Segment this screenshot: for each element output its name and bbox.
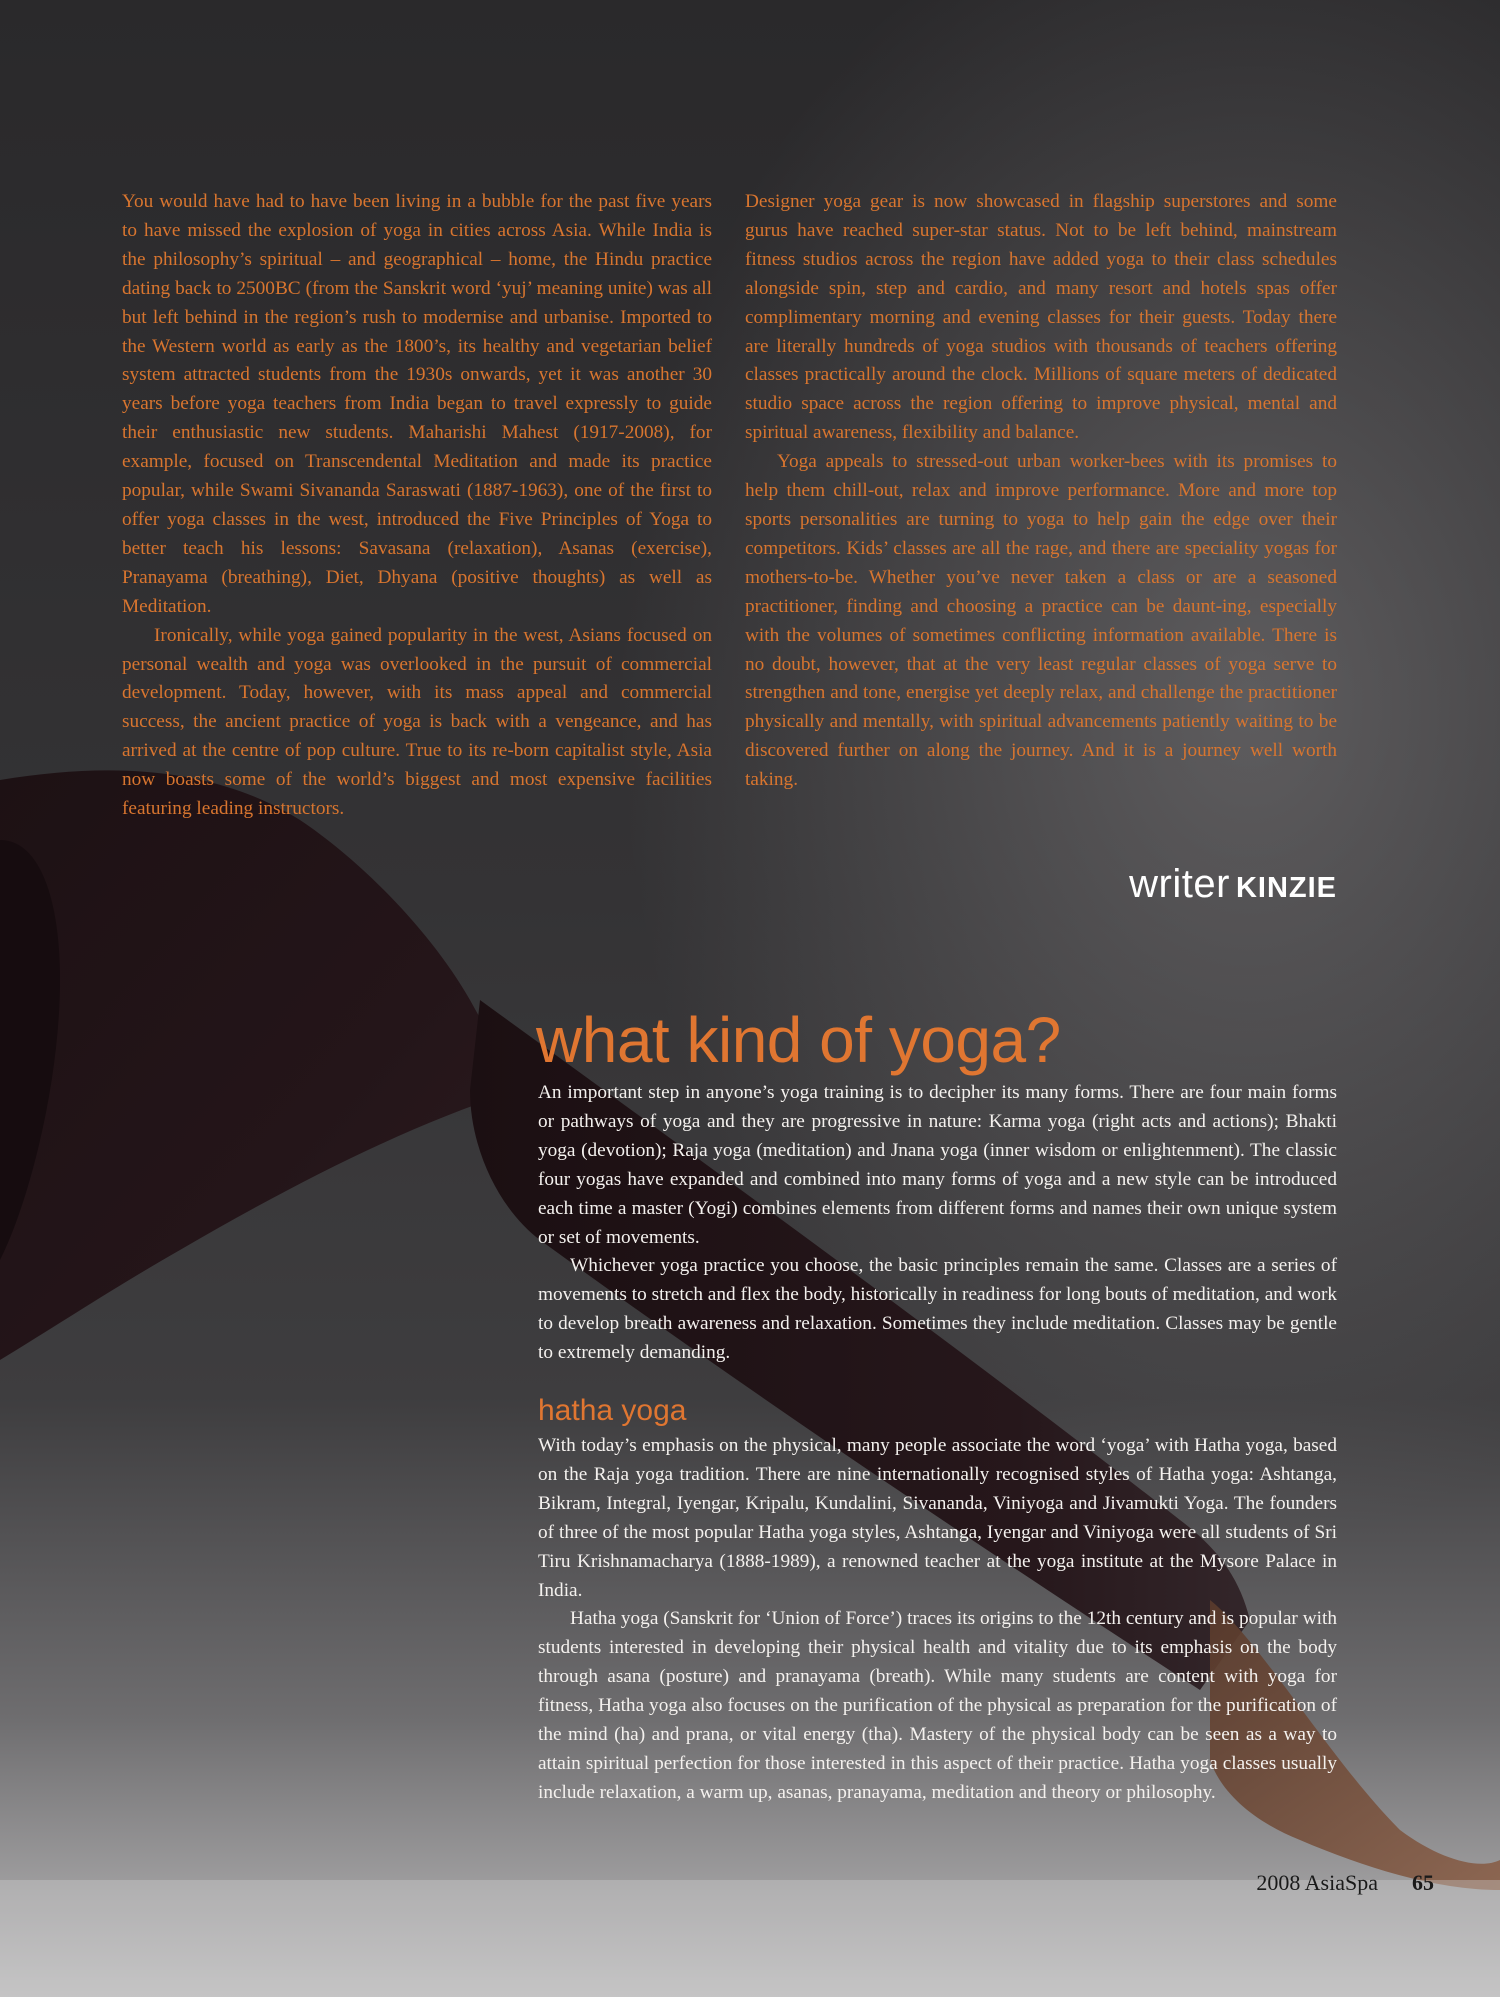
intro-column-left: [122, 188, 712, 824]
section-what-kind-body: [538, 1079, 1337, 1368]
page-number: 65: [1412, 1870, 1434, 1895]
intro-right-paragraph-1: Designer yoga gear is now showcased in flagship superstores and some gurus have reached super-star status. Not to be left behind, mainstream fitness studios across the region have added yoga to their class schedules alongside spin, step and cardio, and many resort and hotels spas offer complimentary morning and evening classes for their guests. Today there are literally hundreds of yoga studios with thousands of teachers offering classes practically around the clock. Millions of square meters of dedicated studio space across the region offering to improve physical, mental and spiritual awareness, flexibility and balance.: [745, 191, 1337, 444]
byline-role: writer: [1129, 862, 1230, 906]
section-hatha-body: [538, 1432, 1337, 1808]
page-footer: [1256, 1870, 1434, 1896]
publication-name: 2008 AsiaSpa: [1256, 1870, 1378, 1895]
hatha-paragraph-2: Hatha yoga (Sanskrit for ‘Union of Force’) traces its origins to the 12th century and is popular with students interested in developing their physical health and vitality due to its emphasis on the body through asana (posture) and pranayama (breath). While many students are content with yoga for fitness, Hatha yoga also focuses on the purification of the physical as preparation for the purification of the mind (ha) and prana, or vital energy (tha). Mastery of the physical body can be seen as a way to attain spiritual perfection for those interested in this aspect of their practice. Hatha yoga classes usually include relaxation, a warm up, asanas, pranayama, meditation and theory or philosophy.: [538, 1608, 1337, 1803]
what-kind-paragraph-1: An important step in anyone’s yoga training is to decipher its many forms. There are four main forms or pathways of yoga and they are progressive in nature: Karma yoga (right acts and actions); Bhakti yoga (devotion); Raja yoga (meditation) and Jnana yoga (inner wisdom or enlightenment). The classic four yogas have expanded and combined into many forms of yoga and a new style can be introduced each time a master (Yogi) combines elements from different forms and names their own unique system or set of movements.: [538, 1082, 1337, 1248]
intro-column-right: [745, 188, 1337, 795]
intro-left-paragraph-2: Ironically, while yoga gained popularity in the west, Asians focused on personal wealth and yoga was overlooked in the pursuit of commercial development. Today, however, with its mass appeal and commercial success, the ancient practice of yoga is back with a vengeance, and has arrived at the centre of pop culture. True to its re-born capitalist style, Asia now boasts some of the world’s biggest and most expensive facilities featuring leading instructors.: [122, 624, 712, 820]
section-heading-hatha: hatha yoga: [538, 1394, 687, 1427]
intro-right-paragraph-2: Yoga appeals to stressed-out urban worker-bees with its promises to help them chill-out, relax and improve performance. More and more top sports personalities are turning to yoga to help gain the edge over their competitors. Kids’ classes are all the rage, and there are speciality yogas for mothers-to-be. Whether you’ve never taken a class or are a seasoned practitioner, finding and choosing a practice can be daunt-ing, especially with the volumes of sometimes conflicting information available. There is no doubt, however, that at the very least regular classes of yoga serve to strengthen and tone, energise yet deeply relax, and challenge the practitioner physically and mentally, with spiritual advancements patiently waiting to be discovered further on along the journey. And it is a journey well worth taking.: [745, 451, 1337, 791]
hatha-paragraph-1: With today’s emphasis on the physical, many people associate the word ‘yoga’ with Hatha yoga, based on the Raja yoga tradition. There are nine internationally recognised styles of Hatha yoga: Ashtanga, Bikram, Integral, Iyengar, Kripalu, Kundalini, Sivananda, Viniyoga and Jivamukti Yoga. The founders of three of the most popular Hatha yoga styles, Ashtanga, Iyengar and Viniyoga were all students of Sri Tiru Krishnamacharya (1888-1989), a renowned teacher at the yoga institute at the Mysore Palace in India.: [538, 1435, 1337, 1601]
figure-arm-shape: [0, 770, 520, 1360]
section-heading-what-kind: what kind of yoga?: [536, 1004, 1061, 1076]
intro-left-paragraph-1: You would have had to have been living in a bubble for the past five years to have missed the explosion of yoga in cities across Asia. While India is the philosophy’s spiritual – and geographical – home, the Hindu practice dating back to 2500BC (from the Sanskrit word ‘yuj’ meaning unite) was all but left behind in the region’s rush to modernise and urbanise. Imported to the Western world as early as the 1800’s, its healthy and vegetarian belief system attracted students from the 1930s onwards, yet it was another 30 years before yoga teachers from India began to travel expressly to guide their enthusiastic new students. Maharishi Mahest (1917-2008), for example, focused on Transcendental Meditation and made its practice popular, while Swami Sivananda Saraswati (1887-1963), one of the first to offer yoga classes in the west, introduced the Five Principles of Yoga to better teach his lessons: Savasana (relaxation), Asanas (exercise), Pranayama (breathing), Diet, Dhyana (positive thoughts) as well as Meditation.: [122, 191, 712, 617]
what-kind-paragraph-2: Whichever yoga practice you choose, the basic principles remain the same. Classes are a series of movements to stretch and flex the body, historically in readiness for long bouts of meditation, and work to develop breath awareness and relaxation. Sometimes they include meditation. Classes may be gentle to extremely demanding.: [538, 1255, 1337, 1364]
byline-author: KINZIE: [1235, 872, 1337, 904]
byline: [1129, 862, 1337, 907]
